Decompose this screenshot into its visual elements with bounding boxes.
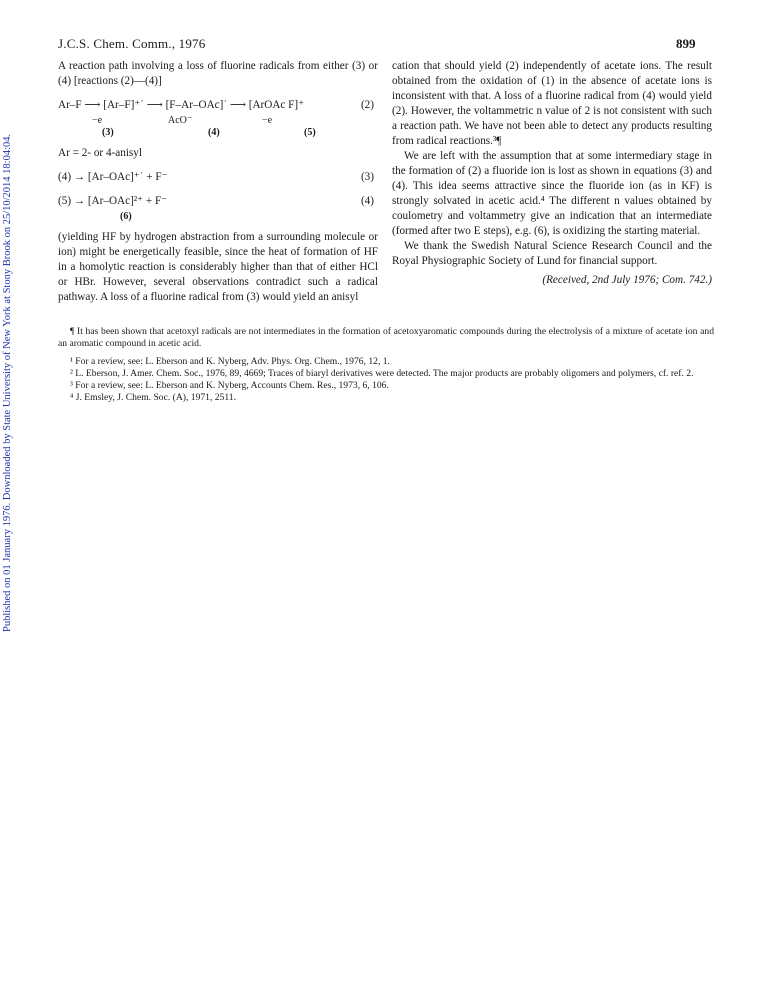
compound-label-4: (4) [208,127,220,138]
left-body-paragraph: (yielding HF by hydrogen abstraction from a surrounding molecule or ion) might be energetically feasible, since the heat of formation of HF in a homolytic reaction is considerably higher than that of either HCl or HBr. However, several observations contradict such a radical pathway. A loss of a fluorine radical from (3) would yield an anisyl [58,231,378,303]
acknowledgement-paragraph: We thank the Swedish Natural Science Research Council and the Royal Physiographic Society of Lund for financial support. [392,240,712,267]
equation-3 [58,170,378,185]
eq2-reagent-2: AcO⁻ [168,115,193,126]
equation-2-body: Ar–F ⟶ [Ar–F]⁺˙ ⟶ [F–Ar–OAc]˙ ⟶ [ArOAc F]⁺ [58,99,305,111]
footnotes [58,326,714,404]
equation-4-body: (5) → [Ar–OAc]²⁺ + F⁻ [58,195,168,207]
equation-3-number: (3) [360,171,374,183]
reference-3: ³ For a review, see: L. Eberson and K. Nyberg, Accounts Chem. Res., 1973, 6, 106. [70,380,389,391]
equation-2-reagents [58,113,378,125]
right-column [392,59,712,288]
reference-1: ¹ For a review, see: L. Eberson and K. Nyberg, Adv. Phys. Org. Chem., 1976, 12, 1. [70,356,390,367]
equation-2 [58,98,378,113]
intro-paragraph: A reaction path involving a loss of fluorine radicals from either (3) or (4) [reactions (2)—(4)] [58,60,378,87]
aryl-definition: Ar = 2- or 4-anisyl [58,147,142,159]
received-date: (Received, 2nd July 1976; Com. 742.) [542,274,712,286]
left-column [58,59,378,305]
equation-2-number: (2) [360,99,374,111]
reference-4: ⁴ J. Emsley, J. Chem. Soc. (A), 1971, 2511. [70,392,236,403]
compound-label-5: (5) [304,127,316,138]
right-paragraph-2: We are left with the assumption that at some intermediary stage in the formation of (2) a fluoride ion is lost as shown in equations (3) and (4). This idea seems attractive since the fluoride ion (as in KF) is strongly solvated in acetic acid.⁴ The different n values obtained by coulometry and voltammetry give an indication that an intermediate (formed after two E steps), e.g. (6), is oxidizing the starting material. [392,150,712,237]
equation-4-number: (4) [360,195,374,207]
compound-label-6: (6) [120,211,132,222]
download-sidebar [0,0,24,640]
compound-label-3: (3) [102,127,114,138]
footnote-pilcrow: ¶ It has been shown that acetoxyl radicals are not intermediates in the formation of acetoxyaromatic compounds during the electrolysis of a mixture of acetate ion and an aromatic compound in acetic acid. [58,326,714,349]
journal-header: J.C.S. Chem. Comm., 1976 [58,36,206,51]
equation-4-label [58,209,378,221]
equation-3-body: (4) → [Ar–OAc]⁺˙ + F⁻ [58,171,168,183]
page-number: 899 [676,36,696,51]
eq2-reagent-3: −e [262,115,273,126]
equation-2-labels [58,125,378,137]
reference-2: ² L. Eberson, J. Amer. Chem. Soc., 1976, 89, 4669; Traces of biaryl derivatives were detected. The major products are probably oligomers and polymers, cf. ref. 2. [70,368,694,379]
eq2-reagent-1: −e [92,115,103,126]
equation-4 [58,194,378,209]
right-paragraph-1: cation that should yield (2) independently of acetate ions. The result obtained from the oxidation of (1) in the absence of acetate ions is inconsistent with that. A loss of a fluorine radical from (4) would yield (2). However, the voltammetric n value of 2 is not consistent with such a reaction path. We have not been able to detect any products resulting from radical reactions.³¶ [392,60,712,147]
download-notice: Published on 01 January 1976. Downloaded by State University of New York at Stony Brook on 25/10/2014 18:04:04. [2,133,13,632]
